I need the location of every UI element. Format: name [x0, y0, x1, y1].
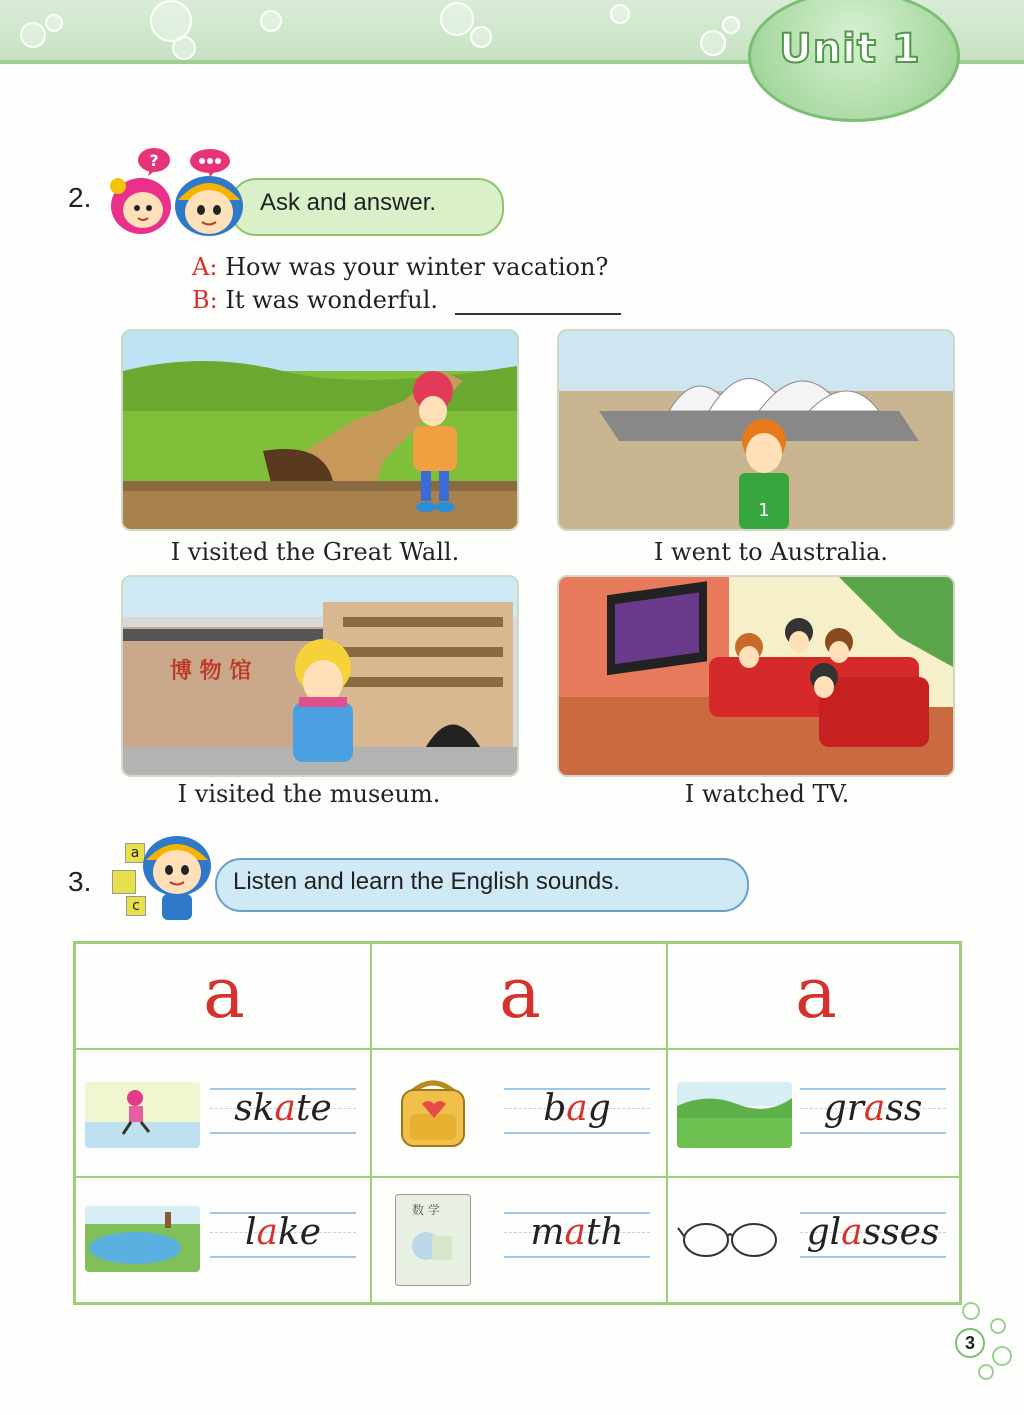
grass-icon [677, 1082, 792, 1148]
caption-australia: I went to Australia. [653, 538, 889, 566]
lake-icon [85, 1206, 200, 1272]
word-lake: lake [244, 1212, 322, 1253]
svg-text:1: 1 [758, 500, 770, 521]
mascot-boy-icon [168, 170, 250, 240]
table-divider [76, 1048, 959, 1050]
caption-museum: I visited the museum. [177, 780, 441, 808]
page-number: 3 [955, 1328, 985, 1358]
skate-girl-icon [85, 1082, 200, 1148]
mascot-girl-icon [106, 172, 176, 236]
word-math: math [530, 1212, 624, 1253]
unit-label: Unit 1 [779, 26, 921, 72]
section3-number: 3. [68, 866, 92, 897]
speaker-b: B: [192, 286, 218, 314]
mascot-letter-block-a: a [125, 843, 145, 863]
sounds-table [73, 941, 962, 1305]
section3-title: Listen and learn the English sounds. [233, 868, 620, 895]
answer-blank-line [455, 313, 621, 315]
mascot-letter-block-blank [112, 870, 136, 894]
caption-tv: I watched TV. [684, 780, 850, 808]
glasses-icon [676, 1216, 782, 1262]
line-b-text: It was wonderful. [225, 286, 439, 314]
caption-great-wall: I visited the Great Wall. [170, 538, 460, 566]
mascot-letter-block-c: c [126, 896, 146, 916]
speech-bubble-icon [188, 148, 232, 178]
tv-picture [557, 575, 955, 777]
svg-text:?: ? [149, 151, 159, 170]
word-grass: grass [823, 1088, 923, 1129]
mascot-boy-icon [134, 832, 220, 924]
bag-icon [392, 1074, 474, 1152]
word-bag: bag [543, 1088, 611, 1129]
dialogue-line-a [192, 253, 608, 281]
museum-sign: 博 物 馆 [170, 659, 252, 684]
line-a-text: How was your winter vacation? [225, 253, 609, 281]
sound-header-1: a [203, 952, 245, 1034]
section2-title: Ask and answer. [260, 189, 437, 216]
word-glasses: glasses [806, 1212, 940, 1253]
dialogue-line-b [192, 286, 438, 314]
sound-header-3: a [795, 952, 837, 1034]
great-wall-picture [121, 329, 519, 531]
math-book-label: 数 学 [412, 1203, 440, 1217]
word-skate: skate [234, 1088, 332, 1129]
section2-number: 2. [68, 182, 92, 213]
speaker-a: A: [192, 253, 218, 281]
australia-picture [557, 329, 955, 531]
question-bubble-icon [136, 147, 172, 177]
math-book-icon [395, 1194, 471, 1286]
sound-header-2: a [499, 952, 541, 1034]
table-divider [76, 1176, 959, 1178]
